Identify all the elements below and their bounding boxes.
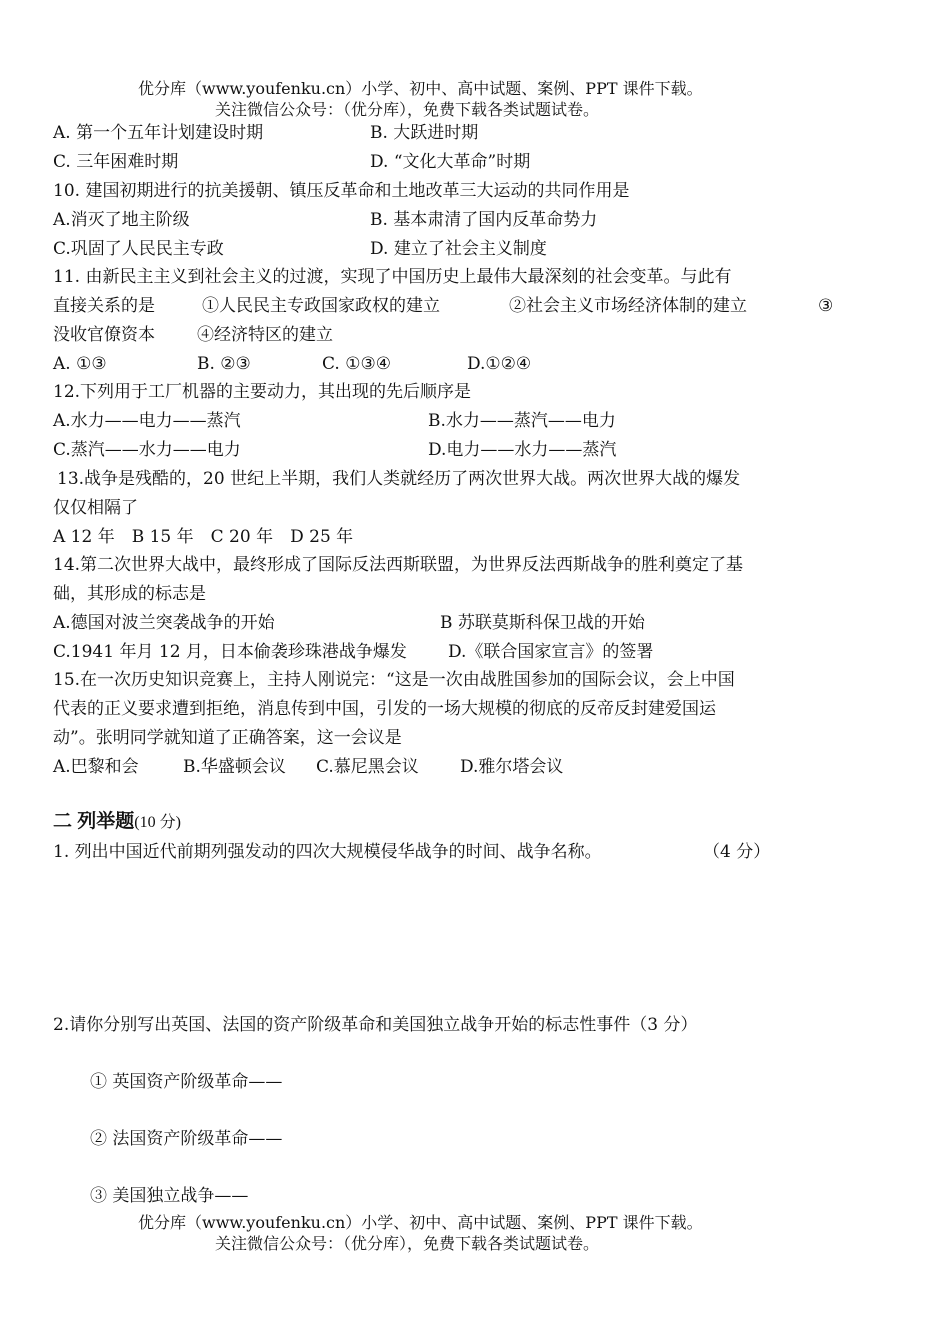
q15-option-b: B.华盛顿会议 [183,757,286,777]
q11-option-c: C. ①③④ [322,354,391,374]
q11-item-4: ④经济特区的建立 [197,325,333,345]
section-2-question-2-item-1: ① 英国资产阶级革命—— [90,1072,283,1092]
q15-option-c: C.慕尼黑会议 [316,757,419,777]
q10-option-b: B. 基本肃清了国内反革命势力 [370,210,598,230]
footer-line-1: 优分库（www.youfenku.cn）小学、初中、高中试题、案例、PPT 课件下载。 [138,1213,703,1232]
q11-item-3-marker: ③ [818,296,834,316]
q14-option-c: C.1941 年月 12 月，日本偷袭珍珠港战争爆发 [53,642,407,662]
q15-stem-line-3: 动”。张明同学就知道了正确答案，这一会议是 [53,728,402,748]
section-2-question-2-item-3: ③ 美国独立战争—— [90,1186,249,1206]
q10-option-a: A.消灭了地主阶级 [53,210,190,230]
q14-option-a: A.德国对波兰突袭战争的开始 [53,613,275,633]
q12-option-c: C.蒸汽——水力——电力 [53,440,241,460]
q12-option-d: D.电力——水力——蒸汽 [428,440,617,460]
section-2-question-2: 2.请你分别写出英国、法国的资产阶级革命和美国独立战争开始的标志性事件（3 分） [53,1015,698,1035]
q12-stem: 12.下列用于工厂机器的主要动力，其出现的先后顺序是 [53,382,472,402]
q9-option-a: A. 第一个五年计划建设时期 [53,123,264,143]
q13-stem-line-2: 仅仅相隔了 [53,498,138,518]
section-2-question-1-points: （4 分） [703,842,771,862]
footer-line-2: 关注微信公众号：（优分库），免费下载各类试题试卷。 [215,1234,600,1253]
q11-item-1: ①人民民主专政国家政权的建立 [202,296,440,316]
q15-stem-line-2: 代表的正义要求遭到拒绝，消息传到中国，引发的一场大规模的彻底的反帝反封建爱国运 [53,699,716,719]
section-2-title: 二 列举题 [53,811,135,832]
q10-option-d: D. 建立了社会主义制度 [370,239,547,259]
header-line-2: 关注微信公众号：（优分库），免费下载各类试题试卷。 [215,100,600,119]
q9-option-c: C. 三年困难时期 [53,152,179,172]
q13-stem-line-1: 13.战争是残酷的，20 世纪上半期，我们人类就经历了两次世界大战。两次世界大战的爆发 [57,469,741,489]
q14-option-b: B 苏联莫斯科保卫战的开始 [440,613,645,633]
q9-option-d: D. “文化大革命”时期 [370,152,531,172]
section-2-heading [53,811,181,834]
section-2-points: (10 分) [134,814,181,831]
q11-stem-line-1: 11. 由新民主主义到社会主义的过渡，实现了中国历史上最伟大最深刻的社会变革。与此有 [53,267,732,287]
q10-stem: 10. 建国初期进行的抗美援朝、镇压反革命和土地改革三大运动的共同作用是 [53,181,630,201]
q14-stem-line-1: 14.第二次世界大战中，最终形成了国际反法西斯联盟，为世界反法西斯战争的胜利奠定了基 [53,555,744,575]
q13-options: A 12 年 B 15 年 C 20 年 D 25 年 [53,527,354,547]
q14-option-d: D.《联合国家宣言》的签署 [448,642,654,662]
q15-option-d: D.雅尔塔会议 [460,757,564,777]
q15-option-a: A.巴黎和会 [53,757,139,777]
q11-option-d: D.①②④ [467,354,532,374]
section-2-question-1: 1. 列出中国近代前期列强发动的四次大规模侵华战争的时间、战争名称。 [53,842,602,862]
q14-stem-line-2: 础，其形成的标志是 [53,584,206,604]
q12-option-b: B.水力——蒸汽——电力 [428,411,616,431]
q9-option-b: B. 大跃进时期 [370,123,479,143]
section-2-question-2-item-2: ② 法国资产阶级革命—— [90,1129,283,1149]
q10-option-c: C.巩固了人民民主专政 [53,239,224,259]
q11-item-3-text: 没收官僚资本 [53,325,155,345]
q11-option-a: A. ①③ [53,354,107,374]
q15-stem-line-1: 15.在一次历史知识竞赛上，主持人刚说完：“这是一次由战胜国参加的国际会议，会上中国 [53,670,735,690]
q11-option-b: B. ②③ [197,354,251,374]
q11-stem-line-2: 直接关系的是 [53,296,155,316]
header-line-1: 优分库（www.youfenku.cn）小学、初中、高中试题、案例、PPT 课件下载。 [138,79,703,98]
q12-option-a: A.水力——电力——蒸汽 [53,411,241,431]
q11-item-2: ②社会主义市场经济体制的建立 [509,296,747,316]
